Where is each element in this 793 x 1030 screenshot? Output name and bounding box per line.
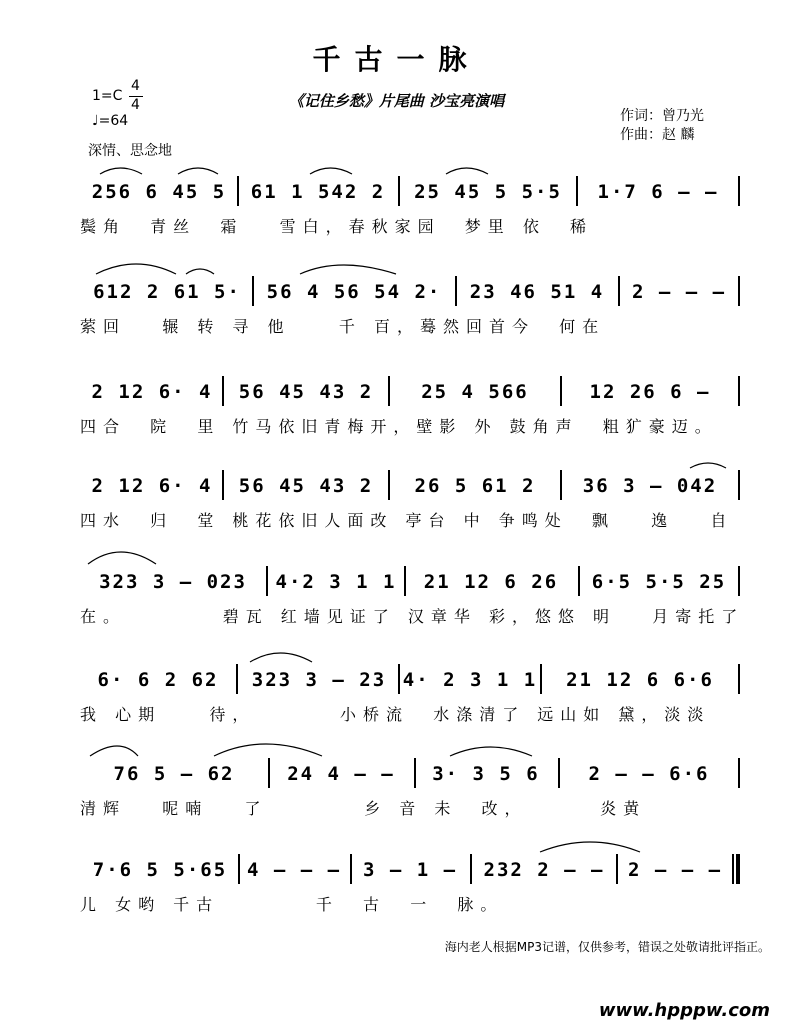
expression-marking: 深情、思念地 [88,143,172,159]
slur-marks [0,562,793,602]
measure: 76 5 – 62 [113,763,235,785]
measure: 232 2 – – [483,859,605,881]
notation-line [0,850,793,890]
score-row-1 [0,172,793,272]
song-title: 千古一脉 [312,43,481,76]
measure: 2 12 6· 4 [91,381,213,403]
lyrics-line: 四水 归 堂 桃花依旧人面改 亭台 中 争鸣处 飘 逸 自 [80,511,734,530]
slur-marks [0,172,793,212]
measure: 25 45 5 5·5 [414,181,562,203]
measure: 2 – – 6·6 [588,763,710,785]
barline [560,376,562,406]
measure: 7·6 5 5·65 [92,859,228,881]
score-row-8 [0,850,793,950]
measure: 3· 3 5 6 [432,763,540,785]
barline [738,376,740,406]
measure: 21 12 6 26 [423,571,559,593]
lyricist: 作词：曾乃光 [620,108,704,124]
measure: 1·7 6 – – [597,181,719,203]
measure: 4·2 3 1 1 [275,571,397,593]
tempo-marking: ♩=64 [92,113,129,129]
notation-line [0,562,793,602]
composer: 作曲：赵 麟 [620,127,695,143]
measure: 6· 6 2 62 [97,669,219,691]
lyrics-line: 鬓角 青丝 霜 雪白，春秋家园 梦里 依 稀 [80,217,594,236]
score-row-4 [0,466,793,566]
notation-line [0,172,793,212]
measure: 2 12 6· 4 [91,475,213,497]
score-row-5 [0,562,793,662]
measure: 323 3 – 023 [99,571,247,593]
measure: 24 4 – – [287,763,395,785]
barline [388,376,390,406]
lyrics-line: 清辉 呢喃 了 乡 音 未 改， 炎黄 [80,799,647,818]
score-row-3 [0,372,793,472]
notation-line [0,660,793,700]
measure: 256 6 45 5 [91,181,227,203]
credits [620,107,704,145]
lyrics-line: 在。 碧瓦 红墙见证了 汉章华 彩，悠悠 明 月寄托了 [80,607,745,626]
score-row-7 [0,754,793,854]
measure: 2 – – – [627,859,723,881]
measure: 612 2 61 5· [93,281,241,303]
key-signature: 1=C [92,88,123,104]
lyrics-line: 萦回 辗 转 寻 他 千 百，蓦然回首今 何在 [80,317,606,336]
website-watermark: www.hpppw.com [598,1000,770,1021]
transcription-note: 海内老人根据MP3记谱，仅供参考，错误之处敬请批评指正。 [444,940,770,954]
measure: 36 3 – 042 [582,475,718,497]
notation-line [0,272,793,312]
lyrics-line: 儿 女哟 千古 千 古 一 脉。 [80,895,504,914]
score-row-2 [0,272,793,372]
measure: 56 45 43 2 [238,475,374,497]
measure: 12 26 6 – [589,381,711,403]
slur-marks [0,850,793,890]
time-signature-bottom: 4 [131,97,140,113]
slur-marks [0,272,793,312]
measure: 3 – 1 – [362,859,458,881]
lyrics-line: 四合 院 里 竹马依旧青梅开，壁影 外 鼓角声 粗犷豪迈。 [80,417,718,436]
score-row-6 [0,660,793,760]
notation-line [0,754,793,794]
measure: 4 – – – [246,859,342,881]
song-subtitle: 《记住乡愁》片尾曲 沙宝亮演唱 [288,92,505,110]
slur-marks [0,754,793,794]
time-signature-top: 4 [131,78,140,94]
measure: 4· 2 3 1 1 [402,669,538,691]
slur-marks [0,660,793,700]
measure: 23 46 51 4 [469,281,605,303]
measure: 2 – – – [631,281,727,303]
measure: 56 45 43 2 [238,381,374,403]
measure: 6·5 5·5 25 [591,571,727,593]
notation-line [0,466,793,506]
measure: 21 12 6 6·6 [566,669,714,691]
measure: 56 4 56 54 2· [266,281,442,303]
barline [222,376,224,406]
measure: 26 5 61 2 [414,475,536,497]
notation-line [0,372,793,412]
lyrics-line: 我 心期 待， 小桥流 水涤清了 远山如 黛，淡淡 [80,705,711,724]
measure: 61 1 542 2 [250,181,386,203]
measure: 25 4 566 [421,381,529,403]
measure: 323 3 – 23 [251,669,387,691]
slur-marks [0,466,793,506]
